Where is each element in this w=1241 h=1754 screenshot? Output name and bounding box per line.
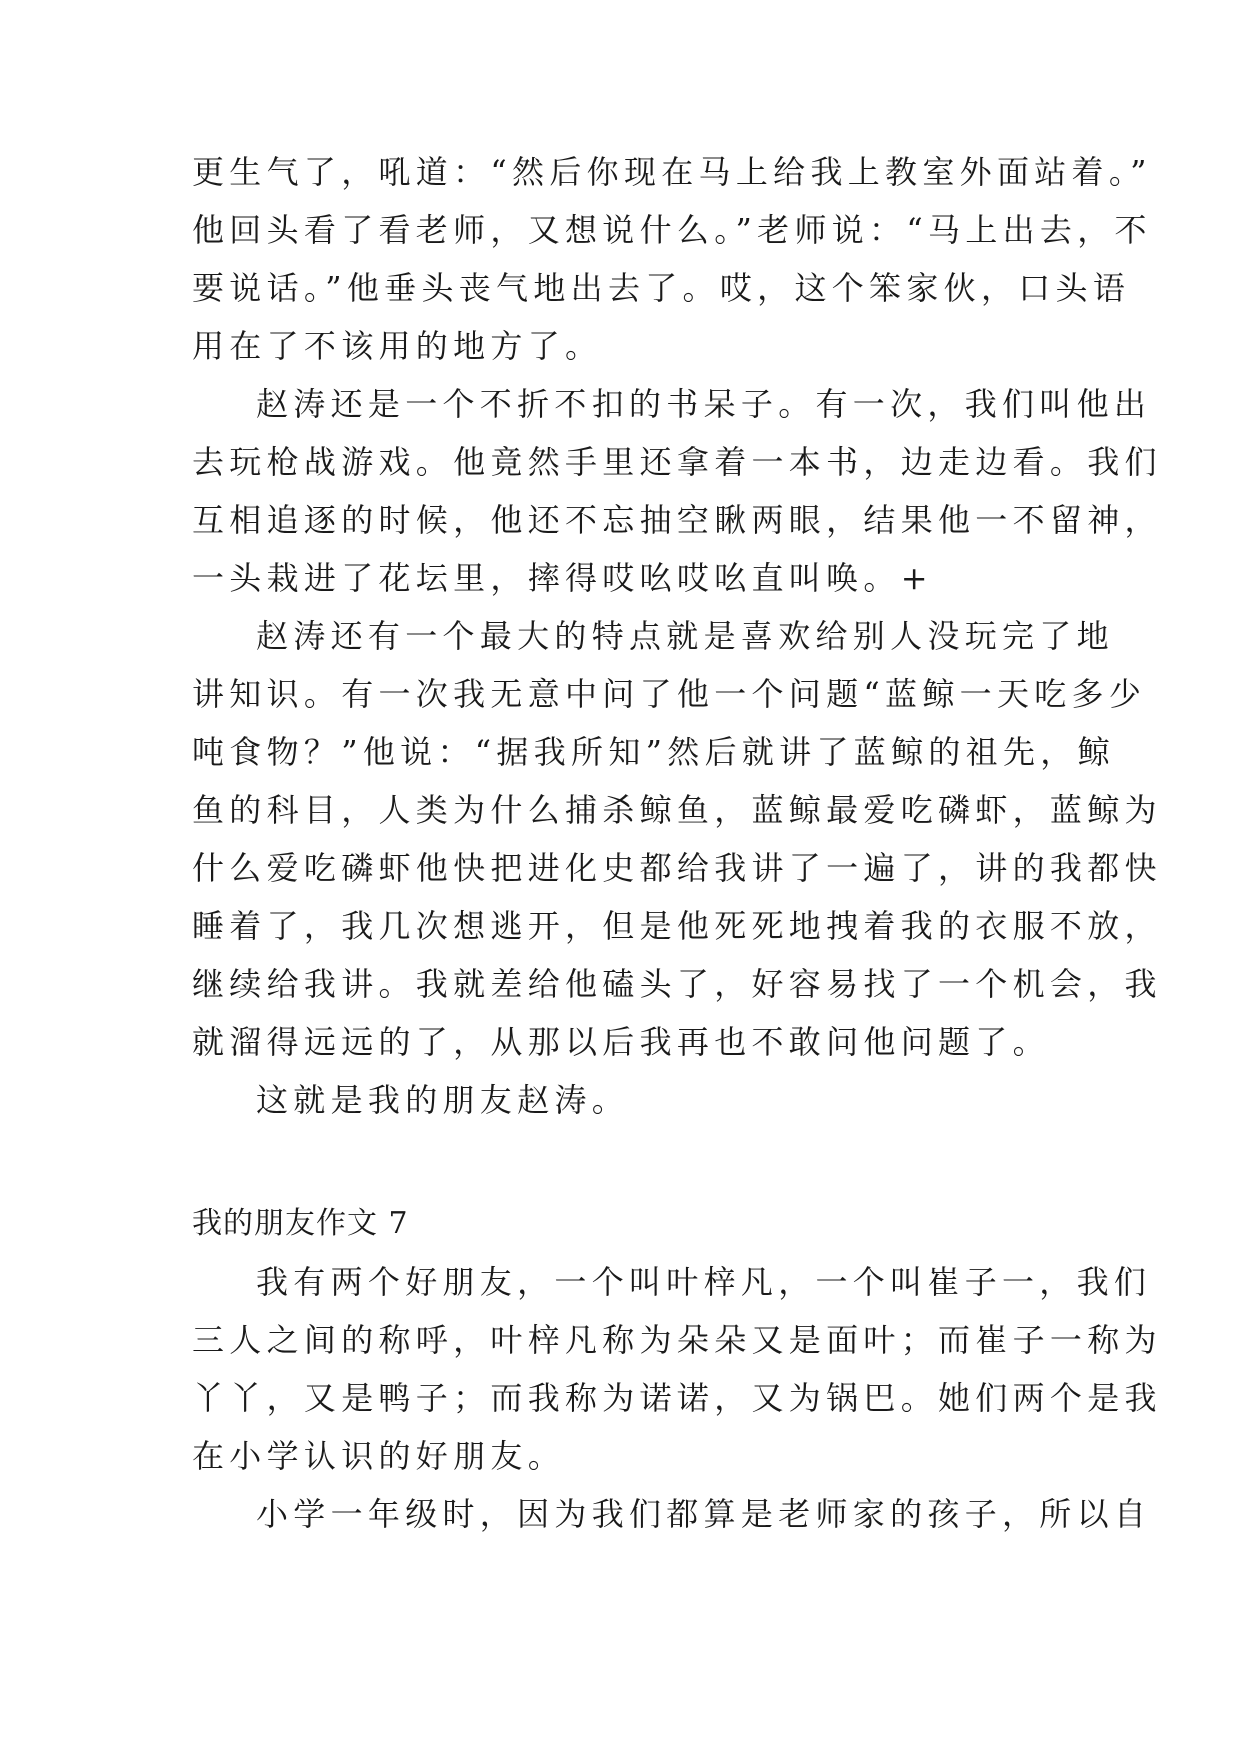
paragraph-line: 鱼的科目，人类为什么捕杀鲸鱼，蓝鲸最爱吃磷虾，蓝鲸为 [192,791,1162,829]
paragraph-line: 小学一年级时，因为我们都算是老师家的孩子，所以自 [256,1495,1152,1533]
paragraph-line: 更生气了，吼道：“然后你现在马上给我上教室外面站着。” [192,153,1152,191]
paragraph-line: 丫丫，又是鸭子；而我称为诺诺，又为锅巴。她们两个是我 [192,1379,1162,1417]
paragraph-line: 讲知识。有一次我无意中问了他一个问题“蓝鲸一天吃多少 [192,675,1147,713]
paragraph-line: 互相追逐的时候，他还不忘抽空瞅两眼，结果他一不留神， [192,501,1162,539]
paragraph-line: 继续给我讲。我就差给他磕头了，好容易找了一个机会，我 [192,965,1162,1003]
paragraph-line: 三人之间的称呼，叶梓凡称为朵朵又是面叶；而崔子一称为 [192,1321,1162,1359]
paragraph-line: 睡着了，我几次想逃开，但是他死死地拽着我的衣服不放， [192,907,1162,945]
paragraph-line: 一头栽进了花坛里，摔得哎吆哎吆直叫唤。+ [192,559,933,597]
paragraph-line: 去玩枪战游戏。他竟然手里还拿着一本书，边走边看。我们 [192,443,1162,481]
paragraph-line: 用在了不该用的地方了。 [192,327,603,365]
paragraph-line: 我有两个好朋友，一个叫叶梓凡，一个叫崔子一，我们 [256,1263,1152,1301]
paragraph-line: 什么爱吃磷虾他快把进化史都给我讲了一遍了，讲的我都快 [192,849,1162,887]
paragraph-line: 要说话。”他垂头丧气地出去了。哎，这个笨家伙，口头语 [192,269,1131,307]
paragraph-line: 赵涛还是一个不折不扣的书呆子。有一次，我们叫他出 [256,385,1152,423]
paragraph-line: 就溜得远远的了，从那以后我再也不敢问他问题了。 [192,1023,1050,1061]
paragraph-line: 赵涛还有一个最大的特点就是喜欢给别人没玩完了地 [256,617,1114,655]
paragraph-line: 吨食物？”他说：“据我所知”然后就讲了蓝鲸的祖先，鲸 [192,733,1115,771]
paragraph-line: 他回头看了看老师，又想说什么。”老师说：“马上出去，不 [192,211,1152,249]
paragraph-line: 在小学认识的好朋友。 [192,1437,566,1475]
section-heading: 我的朋友作文 7 [192,1206,409,1241]
paragraph-line: 这就是我的朋友赵涛。 [256,1081,630,1119]
